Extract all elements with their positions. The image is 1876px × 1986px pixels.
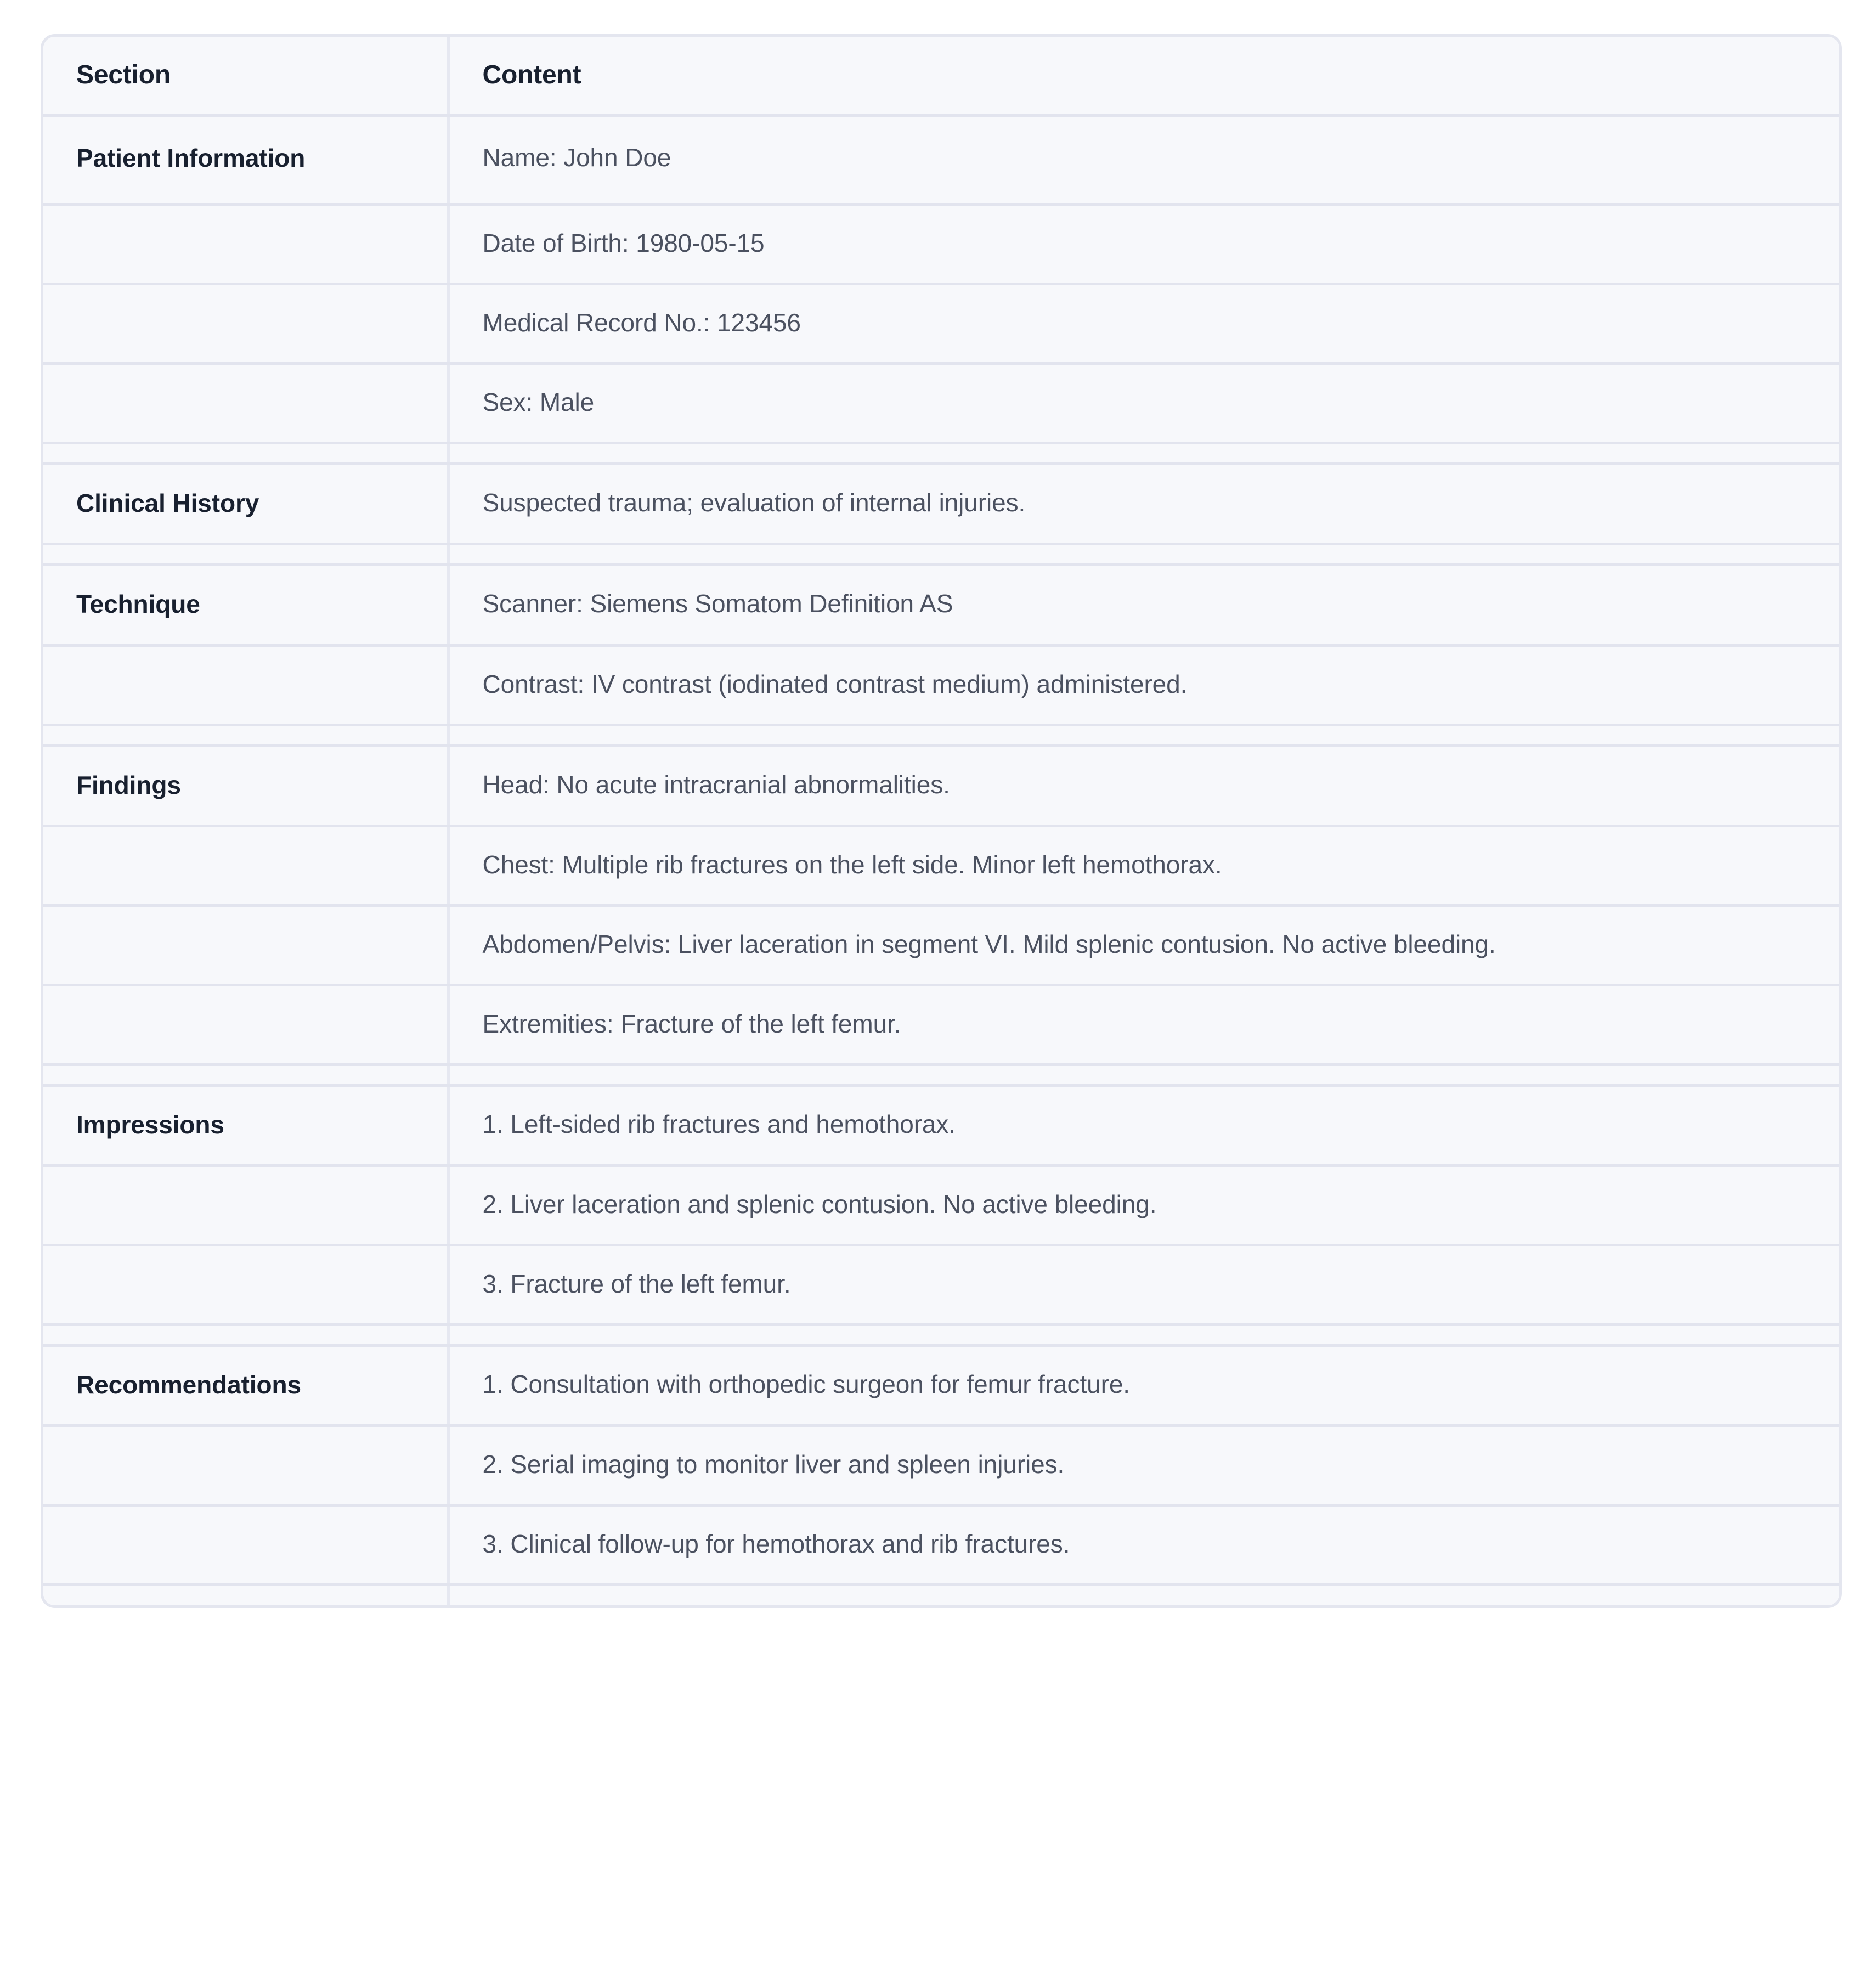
content-cell: Contrast: IV contrast (iodinated contrast medium) administered. xyxy=(448,645,1839,725)
table-row xyxy=(43,565,1839,645)
content-cell: Extremities: Fracture of the left femur. xyxy=(448,985,1839,1064)
table-header-row xyxy=(43,37,1839,116)
section-label-cell-empty xyxy=(43,284,448,364)
content-cell: Suspected trauma; evaluation of internal injuries. xyxy=(448,464,1839,544)
section-label-cell-empty xyxy=(43,1425,448,1505)
section-label-cell-empty xyxy=(43,1505,448,1584)
section-spacer-row xyxy=(43,544,1839,565)
content-cell: Name: John Doe xyxy=(448,116,1839,205)
section-label-cell: Recommendations xyxy=(43,1345,448,1425)
table-row xyxy=(43,284,1839,364)
section-spacer-cell xyxy=(43,544,448,565)
table-row xyxy=(43,116,1839,205)
content-cell: 3. Clinical follow-up for hemothorax and rib fractures. xyxy=(448,1505,1839,1584)
table-row xyxy=(43,205,1839,284)
section-label-cell-empty xyxy=(43,985,448,1064)
radiology-report-card xyxy=(41,34,1842,1608)
table-row xyxy=(43,985,1839,1064)
content-cell: 2. Liver laceration and splenic contusion. No active bleeding. xyxy=(448,1165,1839,1245)
section-spacer-row xyxy=(43,1064,1839,1085)
content-cell: 1. Left-sided rib fractures and hemothorax. xyxy=(448,1085,1839,1165)
section-label-cell-empty xyxy=(43,205,448,284)
content-cell: Abdomen/Pelvis: Liver laceration in segment VI. Mild splenic contusion. No active bleeding. xyxy=(448,905,1839,985)
section-spacer-row xyxy=(43,1584,1839,1605)
content-cell: Scanner: Siemens Somatom Definition AS xyxy=(448,565,1839,645)
table-row xyxy=(43,645,1839,725)
table-row xyxy=(43,1245,1839,1324)
section-spacer-cell xyxy=(43,1584,448,1605)
table-row xyxy=(43,1345,1839,1425)
table-row xyxy=(43,1085,1839,1165)
table-body xyxy=(43,116,1839,1606)
column-header-section: Section xyxy=(43,37,448,116)
content-cell: 3. Fracture of the left femur. xyxy=(448,1245,1839,1324)
content-cell: Head: No acute intracranial abnormalities. xyxy=(448,746,1839,826)
section-label-cell: Impressions xyxy=(43,1085,448,1165)
section-label-cell-empty xyxy=(43,645,448,725)
content-spacer-cell xyxy=(448,544,1839,565)
content-spacer-cell xyxy=(448,1584,1839,1605)
content-cell: Medical Record No.: 123456 xyxy=(448,284,1839,364)
section-label-cell-empty xyxy=(43,1245,448,1324)
column-header-content: Content xyxy=(448,37,1839,116)
content-cell: 1. Consultation with orthopedic surgeon for femur fracture. xyxy=(448,1345,1839,1425)
section-label-cell-empty xyxy=(43,905,448,985)
content-cell: Sex: Male xyxy=(448,364,1839,443)
section-spacer-row xyxy=(43,443,1839,464)
content-spacer-cell xyxy=(448,443,1839,464)
table-row xyxy=(43,1425,1839,1505)
section-spacer-cell xyxy=(43,1324,448,1345)
section-spacer-cell xyxy=(43,443,448,464)
table-row xyxy=(43,905,1839,985)
section-spacer-cell xyxy=(43,1064,448,1085)
section-label-cell: Patient Information xyxy=(43,116,448,205)
content-cell: 2. Serial imaging to monitor liver and spleen injuries. xyxy=(448,1425,1839,1505)
content-spacer-cell xyxy=(448,1064,1839,1085)
table-row xyxy=(43,464,1839,544)
table-header xyxy=(43,37,1839,116)
section-spacer-cell xyxy=(43,725,448,746)
section-label-cell: Findings xyxy=(43,746,448,826)
content-cell: Date of Birth: 1980-05-15 xyxy=(448,205,1839,284)
section-label-cell-empty xyxy=(43,1165,448,1245)
section-label-cell: Clinical History xyxy=(43,464,448,544)
section-spacer-row xyxy=(43,725,1839,746)
section-spacer-row xyxy=(43,1324,1839,1345)
content-spacer-cell xyxy=(448,1324,1839,1345)
section-label-cell-empty xyxy=(43,364,448,443)
table-row xyxy=(43,826,1839,905)
table-row xyxy=(43,364,1839,443)
content-spacer-cell xyxy=(448,725,1839,746)
content-cell: Chest: Multiple rib fractures on the left side. Minor left hemothorax. xyxy=(448,826,1839,905)
table-row xyxy=(43,1505,1839,1584)
radiology-report-table xyxy=(43,37,1839,1605)
table-row xyxy=(43,1165,1839,1245)
section-label-cell: Technique xyxy=(43,565,448,645)
table-row xyxy=(43,746,1839,826)
section-label-cell-empty xyxy=(43,826,448,905)
